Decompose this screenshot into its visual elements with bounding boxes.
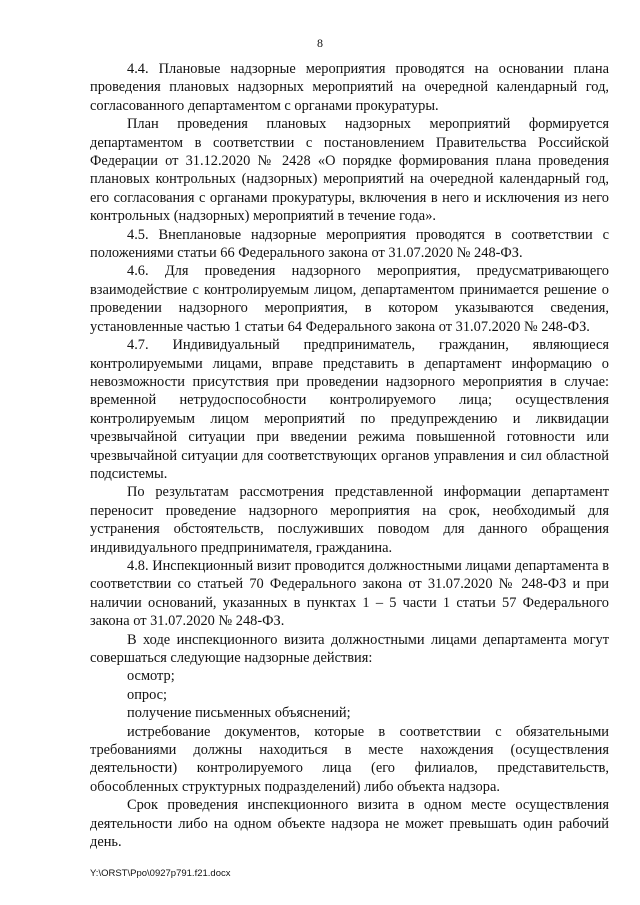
paragraph-actions-intro: В ходе инспекционного визита должностными лицами департамента могут совершаться следующие надзорные действия: — [90, 631, 609, 666]
paragraph-4-7: 4.7. Индивидуальный предприниматель, гражданин, являющиеся контролируемыми лицами, вправе представить в департамент информацию о невозможности присутствия при проведении надзорного мероприятия в случае: временной нетрудоспособности контролируемого лица; осуществления контролируемым лицом мероприятий по предупреждению и ликвидации чрезвычайной ситуации при введении режима повышенной готовности или чрезвычайной ситуации для соответствующих органов управления и сил областной подсистемы. — [90, 337, 609, 482]
paragraph-4-6: 4.6. Для проведения надзорного мероприятия, предусматривающего взаимодействие с контролируемым лицом, департаментом принимается решение о проведении надзорного мероприятия, в котором указываются сведения, установленные частью 1 статьи 64 Федерального закона от 31.07.2020 № 248-ФЗ. — [90, 263, 609, 335]
paragraph-4-5: 4.5. Внеплановые надзорные мероприятия проводятся в соответствии с положениями статьи 66 Федерального закона от 31.07.2020 № 248-ФЗ. — [90, 226, 609, 262]
paragraph-4-4: 4.4. Плановые надзорные мероприятия проводятся на основании плана проведения плановых надзорных мероприятий на очередной календарный год, согласованного департаментом с органами прокуратуры. — [90, 61, 609, 114]
file-path-footer: Y:\ORST\Ppo\0927p791.f21.docx — [90, 868, 231, 879]
list-item-documents: истребование документов, которые в соответствии с обязательными требованиями должны находиться в месте нахождения (осуществления деятельности) контролируемого лица (его филиалов, представительств, обособленных структурных подразделений) либо объекта надзора. — [90, 723, 609, 795]
paragraph-duration: Срок проведения инспекционного визита в одном месте осуществления деятельности либо на одном объекте надзора не может превышать один рабочий день. — [90, 797, 609, 851]
paragraph-4-8: 4.8. Инспекционный визит проводится должностными лицами департамента в соответствии со статьей 70 Федерального закона от 31.07.2020 № 248-ФЗ и при наличии оснований, указанных в пунктах 1 – 5 части 1 статьи 57 Федерального закона от 31.07.2020 № 248-ФЗ. — [90, 557, 609, 630]
list-item-inspection: осмотр; — [127, 668, 175, 685]
document-body — [90, 60, 609, 851]
page-number: 8 — [317, 36, 323, 50]
list-item-explanations: получение письменных объяснений; — [127, 705, 351, 722]
list-item-survey: опрос; — [127, 686, 168, 703]
paragraph-results: По результатам рассмотрения представленной информации департамент переносит проведение надзорного мероприятия на срок, необходимый для устранения обстоятельств, послуживших поводом для данного обращения индивидуального предпринимателя, гражданина. — [90, 484, 609, 556]
paragraph-plan: План проведения плановых надзорных мероприятий формируется департаментом в соответствии с постановлением Правительства Российской Федерации от 31.12.2020 № 2428 «О порядке формирования плана проведения плановых контрольных (надзорных) мероприятий на очередной календарный год, его согласования с органами прокуратуры, включения в него и исключения из него контрольных (надзорных) мероприятий в течение года». — [90, 116, 609, 225]
